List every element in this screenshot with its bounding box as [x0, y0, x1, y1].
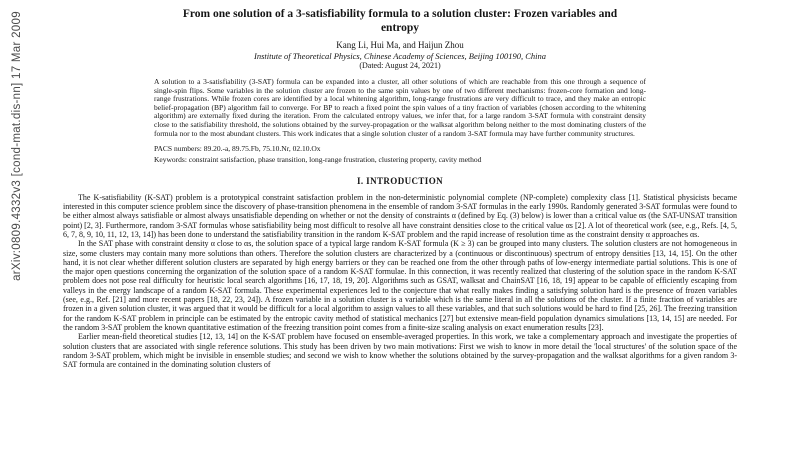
meta-block	[154, 145, 646, 165]
paper-title: From one solution of a 3-satisfiability formula to a solution cluster: Frozen variables and entropy	[182, 8, 618, 34]
affiliation-line: Institute of Theoretical Physics, Chinese Academy of Sciences, Beijing 100190, China	[253, 51, 546, 61]
intro-paragraph-2: In the SAT phase with constraint density α close to αs, the solution space of a typical large random K-SAT formula (K ≥ 3) can be grouped into many clusters. The solution clusters are not homogeneous in size, some clusters may contain many more solutions than others. Therefore the solution clusters are characterized by a (continuous or discontinuous) spectrum of entropy densities [13, 14, 15]. On the other hand, it is not clear whether different solution clusters are separated by high energy barriers or they can be reached one from the other through paths of low-energy intermediate partial solutions. This is one of the major open questions concerning the organization of the solution space of a random K-SAT formulae. In this connection, it was recently realized that clustering of the solution space in the random K-SAT problem does not pose real difficulty for heuristic local search algorithms [16, 17, 18, 19, 20]. Algorithms such as GSAT, walksat and ChainSAT [16, 18, 19] appear to be capable of efficiently escaping from valleys in the energy landscape of a random K-SAT formula. These experimental experiences led to the conjecture that what really makes finding a satisfying solution hard is the presence of frozen variables (see, e.g., Ref. [21] and more recent papers [18, 22, 23, 24]). A frozen variable in a solution cluster is a variable which is the same literal in all the solutions of the cluster. If a finite fraction of variables are frozen in a given solution cluster, it was argued that it would be difficult for a local algorithm to assign values to all these variables, and that such solutions would be hard to find [25, 26]. The freezing transition for the random K-SAT problem in principle can be estimated by the entropic cavity method of statistical mechanics [27] but extensive mean-field population dynamics simulations [13, 14, 15] are needed. For the random 3-SAT problem the known quantitative estimation of the freezing transition point comes from a finite-size scaling analysis on exact enumeration results [23].	[63, 239, 737, 332]
abstract-text: A solution to a 3-satisfiability (3-SAT) formula can be expanded into a cluster, all other solutions of which are reachable from this one through a sequence of single-spin flips. Some variables in the solution cluster are frozen to the same spin values by one of two different mechanisms: frozen-core formation and long-range frustrations. While frozen cores are identified by a local whitening algorithm, long-range frustrations are very difficult to trace, and they make an entropic belief-propagation (BP) algorithm fail to converge. For BP to reach a fixed point the spin values of a tiny fraction of variables (chosen according to the whitening algorithm) are externally fixed during the iteration. From the calculated entropy values, we infer that, for a large random 3-SAT formula with constraint density close to the satisfiability threshold, the solutions obtained by the survey-propagation or the walksat algorithm belong neither to the most dominating clusters of the formula nor to the most abundant clusters. This work indicates that a single solution cluster of a random 3-SAT formula may have further community structures.	[154, 77, 646, 138]
intro-paragraph-1: The K-satisfiability (K-SAT) problem is a prototypical constraint satisfaction problem in the non-deterministic polynomial complete (NP-complete) complexity class [1]. Statistical physicists became interested in this computer science problem since the discovery of phase-transition phenomena in the ensemble of random 3-SAT formulas in the early 1990s. Randomly generated 3-SAT formulas were found to be either almost always satisfiable or almost always unsatisfiable depending on whether or not the density of constraints α (defined by Eq. (3) below) is lower than a critical value αs (the SAT-UNSAT transition point) [2, 3]. Furthermore, random 3-SAT formulas whose satisfiability being most difficult to resolve all have constraint densities close to the critical value αs [2]. A lot of theoretical work (see, e.g., Refs. [4, 5, 6, 7, 8, 9, 10, 11, 12, 13, 14]) has been done to understand the satisfiability transition in the random K-SAT problem and the rapid increase of resolution time as the constraint density α approaches αs.	[63, 192, 737, 239]
authors-line: Kang Li, Hui Ma, and Haijun Zhou	[336, 40, 464, 50]
intro-paragraph-3: Earlier mean-field theoretical studies [12, 13, 14] on the K-SAT problem have focused on ensemble-averaged properties. In this work, we take a complementary approach and investigate the properties of solution clusters that are associated with single reference solutions. This study has been driven by two main motivations: First we wish to know in more detail the 'local structures' of the solution space of the random 3-SAT problem, which might be invisible in ensemble studies; and second we wish to know whether the solutions obtained by the survey-propagation and the walksat algorithms for a given random 3-SAT formula are contained in the dominating solution clusters of	[63, 332, 737, 370]
pacs-line: PACS numbers: 89.20.-a, 89.75.Fb, 75.10.Nr, 02.10.Ox	[154, 144, 321, 154]
arxiv-watermark: arXiv:0809.4332v3 [cond-mat.dis-nn] 17 Mar 2009	[11, 11, 23, 281]
section-heading-introduction: I. INTRODUCTION	[356, 175, 443, 186]
keywords-line: Keywords: constraint satisfaction, phase transition, long-range frustration, clustering property, cavity method	[154, 154, 482, 164]
date-line: (Dated: August 24, 2021)	[359, 61, 441, 70]
paper-content	[63, 0, 737, 450]
